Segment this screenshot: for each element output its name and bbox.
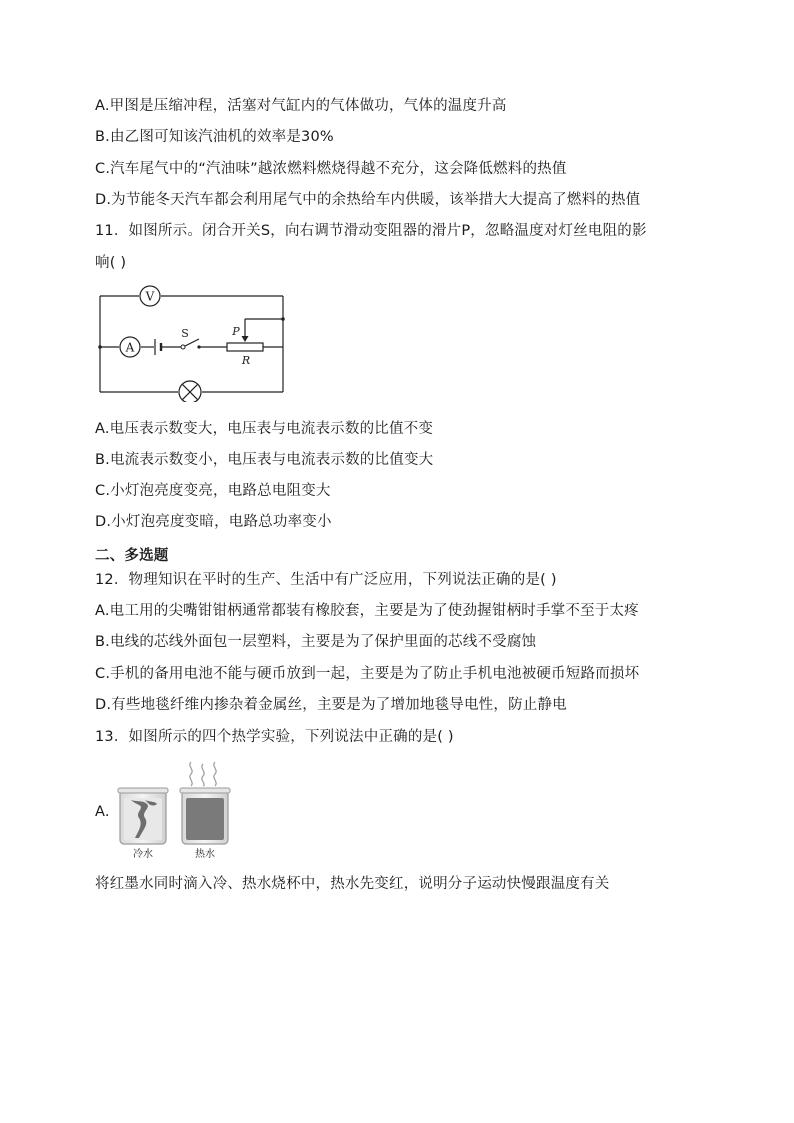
q10-option-a: A.甲图是压缩冲程，活塞对气缸内的气体做功，气体的温度升高 xyxy=(95,98,507,114)
q11-option-b: B.电流表示数变小，电压表与电流表示数的比值变大 xyxy=(95,452,434,468)
q12-option-c: C.手机的备用电池不能与硬币放到一起，主要是为了防止手机电池被硬币短路而损坏 xyxy=(95,666,640,682)
q12-stem: 12．物理知识在平时的生产、生活中有广泛应用，下列说法正确的是( ) xyxy=(95,572,557,588)
q13-stem: 13．如图所示的四个热学实验，下列说法中正确的是( ) xyxy=(95,729,454,745)
section-title: 二、多选题 xyxy=(95,548,169,564)
cold-water-label: 冷水 xyxy=(133,849,153,860)
hot-water-beaker xyxy=(180,762,230,860)
ammeter-symbol xyxy=(120,337,140,357)
q10-option-b: B.由乙图可知该汽油机的效率是30% xyxy=(95,129,334,145)
q13-option-a-label: A. xyxy=(95,804,110,820)
cold-water-beaker xyxy=(118,788,168,860)
lamp-symbol xyxy=(179,381,201,402)
q11-stem-line2: 响( ) xyxy=(95,255,127,271)
q10-option-d: D.为节能冬天汽车都会利用尾气中的余热给车内供暖，该举措大大提高了燃料的热值 xyxy=(95,192,641,208)
voltmeter-symbol xyxy=(140,286,160,306)
battery-symbol xyxy=(155,339,161,355)
switch-symbol xyxy=(181,327,201,349)
q11-stem-line1: 11．如图所示。闭合开关S，向右调节滑动变阻器的滑片P，忽略温度对灯丝电阻的影 xyxy=(95,223,647,239)
q11-option-a: A.电压表示数变大，电压表与电流表示数的比值不变 xyxy=(95,421,434,437)
q12-option-b: B.电线的芯线外面包一层塑料，主要是为了保护里面的芯线不受腐蚀 xyxy=(95,634,537,650)
q13-option-a-text: 将红墨水同时滴入冷、热水烧杯中，热水先变红，说明分子运动快慢跟温度有关 xyxy=(95,876,610,892)
q12-option-a: A.电工用的尖嘴钳钳柄通常都装有橡胶套，主要是为了使劲握钳柄时手掌不至于太疼 xyxy=(95,603,639,619)
q11-option-c: C.小灯泡亮度变亮，电路总电阻变大 xyxy=(95,483,331,499)
q11-option-d: D.小灯泡亮度变暗，电路总功率变小 xyxy=(95,514,332,530)
rheostat-label: R xyxy=(241,354,251,367)
beakers-figure xyxy=(115,758,240,862)
q10-option-c: C.汽车尾气中的“汽油味”越浓燃料燃烧得越不充分，这会降低燃料的热值 xyxy=(95,161,567,177)
hot-water-label: 热水 xyxy=(195,849,215,860)
slider-label: P xyxy=(232,325,240,338)
q12-option-d: D.有些地毯纤维内掺杂着金属丝，主要是为了增加地毯导电性，防止静电 xyxy=(95,697,567,713)
switch-label: S xyxy=(181,327,189,340)
ammeter-label: A xyxy=(125,340,135,355)
circuit-diagram xyxy=(95,282,295,402)
voltmeter-label: V xyxy=(145,289,155,304)
